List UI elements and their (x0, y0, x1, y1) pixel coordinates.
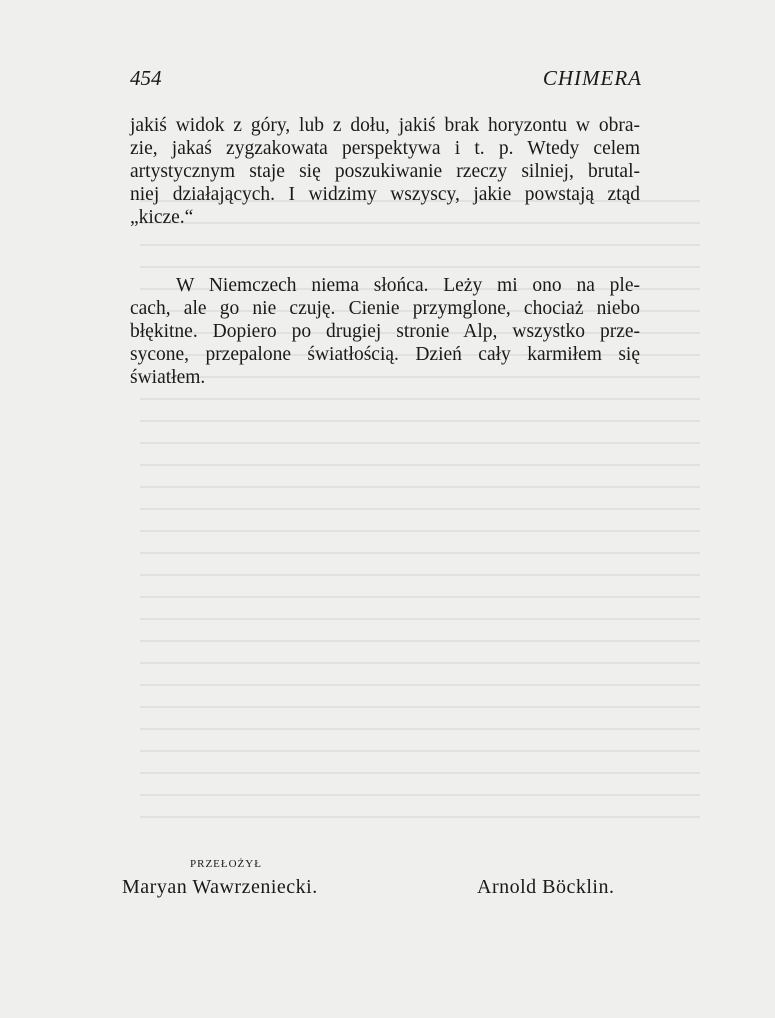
page-number: 454 (130, 66, 162, 90)
translator-name: Maryan Wawrzeniecki. (122, 876, 318, 898)
text-line: niej działających. I widzimy wszyscy, jakie powstają ztąd (130, 184, 640, 205)
author-name: Arnold Böcklin. (477, 876, 615, 898)
text-line: światłem. (130, 367, 206, 388)
text-line: błękitne. Dopiero po drugiej stronie Alp, wszystko prze- (130, 321, 640, 342)
text-line: artystycznym staje się poszukiwanie rzeczy silniej, brutal- (130, 161, 640, 182)
translated-by-label: PRZEŁOŻYŁ (190, 858, 262, 870)
text-line: zie, jakaś zygzakowata perspektywa i t. p. Wtedy celem (130, 138, 640, 159)
text-line: jakiś widok z góry, lub z dołu, jakiś brak horyzontu w obra- (130, 115, 640, 136)
text-line: cach, ale go nie czuję. Cienie przymglone, chociaż niebo (130, 298, 640, 319)
text-line: sycone, przepalone światłością. Dzień cały karmiłem się (130, 344, 640, 365)
running-title: CHIMERA (542, 66, 642, 90)
text-line: „kicze.“ (130, 207, 194, 228)
text-line: W Niemczech niema słońca. Leży mi ono na ple- (176, 275, 640, 296)
